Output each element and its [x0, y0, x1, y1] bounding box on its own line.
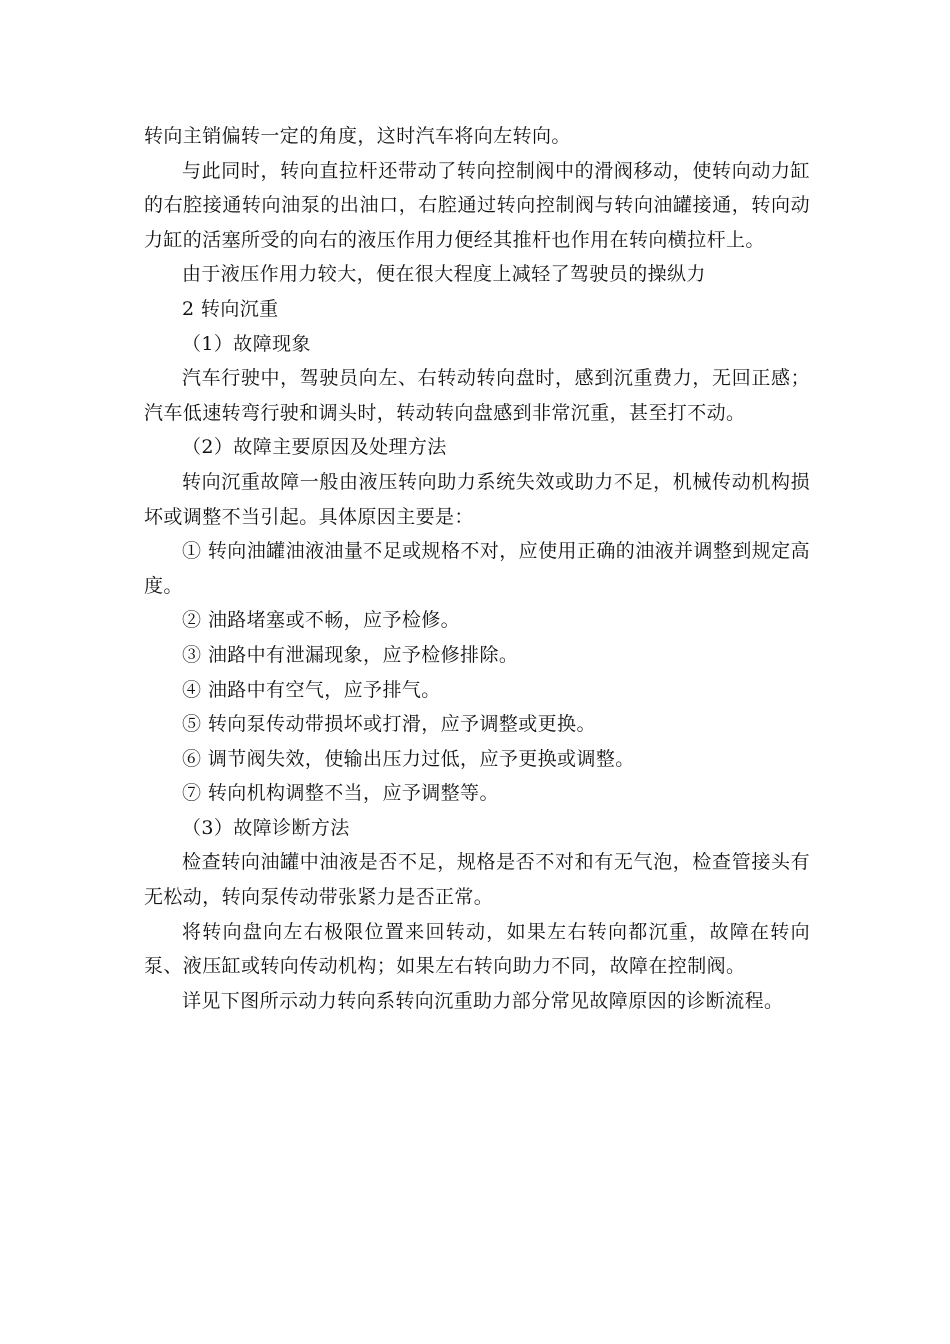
- paragraph-symptom-description: 汽车行驶中，驾驶员向左、右转动转向盘时，感到沉重费力，无回正感；汽车低速转弯行驶和调头时，转动转向盘感到非常沉重，甚至打不动。: [144, 367, 810, 424]
- paragraph-diagnosis-flow-reference: 详见下图所示动力转向系转向沉重助力部分常见故障原因的诊断流程。: [182, 989, 784, 1012]
- list-item-cause-7: ⑦ 转向机构调整不当，应予调整等。: [182, 782, 499, 805]
- section-heading-steering-heavy: 2 转向沉重: [182, 297, 279, 320]
- list-item-cause-6: ⑥ 调节阀失效，使输出压力过低，应予更换或调整。: [182, 747, 635, 770]
- subheading-causes-and-fixes: （2）故障主要原因及处理方法: [182, 436, 447, 459]
- list-item-cause-3: ③ 油路中有泄漏现象，应予检修排除。: [182, 643, 519, 666]
- list-item-cause-2: ② 油路堵塞或不畅，应予检修。: [182, 609, 461, 632]
- subheading-fault-symptom: （1）故障现象: [182, 332, 311, 355]
- list-item-cause-5: ⑤ 转向泵传动带损坏或打滑，应予调整或更换。: [182, 713, 596, 736]
- paragraph-control-valve: 与此同时，转向直拉杆还带动了转向控制阀中的滑阀移动，使转向动力缸的右腔接通转向油泵的出油口，右腔通过转向控制阀与转向油罐接通，转向动力缸的活塞所受的向右的液压作用力便经其推杆也作用在转向横拉杆上。: [144, 159, 810, 251]
- paragraph-continuation: 转向主销偏转一定的角度，这时汽车将向左转向。: [144, 125, 571, 147]
- subheading-diagnosis-method: （3）故障诊断方法: [182, 816, 350, 839]
- paragraph-causes-intro: 转向沉重故障一般由液压转向助力系统失效或助力不足，机械传动机构损坏或调整不当引起。具体原因主要是：: [144, 470, 810, 528]
- paragraph-diagnosis-turning: 将转向盘向左右极限位置来回转动，如果左右转向都沉重，故障在转向泵、液压缸或转向传动机构；如果左右转向助力不同，故障在控制阀。: [144, 920, 810, 978]
- paragraph-diagnosis-check: 检查转向油罐中油液是否不足，规格是否不对和有无气泡，检查管接头有无松动，转向泵传动带张紧力是否正常。: [144, 851, 810, 909]
- document-body: [144, 119, 810, 1018]
- list-item-cause-4: ④ 油路中有空气，应予排气。: [182, 678, 441, 701]
- list-item-cause-1: ① 转向油罐油液油量不足或规格不对，应使用正确的油液并调整到规定高度。: [144, 540, 810, 597]
- paragraph-hydraulic-force: 由于液压作用力较大，便在很大程度上减轻了驾驶员的操纵力: [182, 263, 706, 286]
